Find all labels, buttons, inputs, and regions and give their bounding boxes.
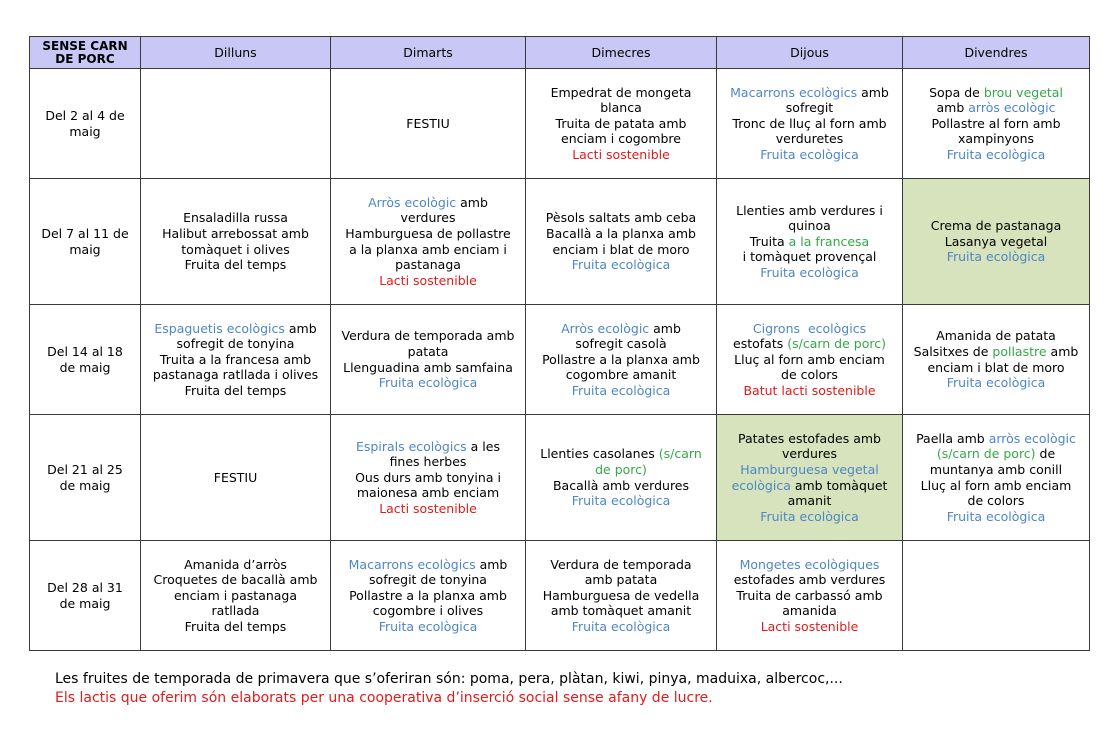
dish-text: tomàquet i olives bbox=[181, 241, 290, 257]
footer-notes bbox=[55, 670, 843, 708]
dish-line bbox=[723, 478, 896, 494]
dish-line bbox=[532, 257, 710, 273]
dish-line bbox=[337, 273, 519, 289]
dish-line bbox=[147, 383, 324, 399]
dish-line bbox=[147, 367, 324, 383]
dish-line bbox=[147, 336, 324, 352]
dish-line bbox=[532, 462, 710, 478]
dish-text: Cigrons ecològics bbox=[752, 320, 867, 336]
dish-text: Lacti sostenible bbox=[379, 500, 477, 516]
dish-line bbox=[337, 242, 519, 258]
menu-cell-friday bbox=[903, 179, 1090, 305]
menu-cell-monday bbox=[141, 541, 331, 651]
week-label: Del 28 al 31 de maig bbox=[30, 541, 141, 651]
dish-line bbox=[723, 265, 896, 281]
dish-text: amb bbox=[857, 84, 889, 100]
dish-line bbox=[147, 352, 324, 368]
dish-text: Fruita ecològica bbox=[378, 618, 478, 634]
dish-line bbox=[909, 509, 1083, 525]
dish-text: FESTIU bbox=[406, 115, 450, 131]
dish-text: amb bbox=[475, 556, 508, 572]
dish-line bbox=[532, 367, 710, 383]
header-row bbox=[30, 37, 1090, 69]
footer-seasonal-fruit: Les fruites de temporada de primavera que s’oferiran són: poma, pera, plàtan, kiwi, pinya, maduixa, albercoc,... bbox=[55, 671, 843, 687]
dish-text: enciam i pastanaga bbox=[173, 587, 298, 603]
footer-dairy-note: Els lactis que oferim són elaborats per una cooperativa d’inserció social sense afany de lucre. bbox=[55, 690, 713, 706]
dish-line bbox=[909, 116, 1083, 132]
dish-text: Lacti sostenible bbox=[760, 618, 859, 634]
dish-text: Croquetes de bacallà amb bbox=[153, 572, 318, 588]
dish-line bbox=[337, 572, 519, 588]
dish-text: Verdura de temporada bbox=[550, 556, 692, 572]
dish-text: Llenties amb verdures i bbox=[736, 202, 883, 218]
dish-text: arròs ecològic bbox=[988, 430, 1076, 446]
dish-line bbox=[147, 470, 324, 486]
dish-text: cogombre i olives bbox=[372, 603, 484, 619]
dish-text: Fruita ecològica bbox=[571, 382, 671, 398]
dish-line bbox=[337, 328, 519, 344]
dish-line bbox=[909, 328, 1083, 344]
menu-cell-monday bbox=[141, 305, 331, 415]
dish-text: Fruita del temps bbox=[184, 382, 287, 398]
dish-line bbox=[723, 462, 896, 478]
dish-text: sofregit casolà bbox=[575, 336, 667, 352]
dish-text: Fruita del temps bbox=[184, 618, 287, 634]
dish-text: sofregit de tonyina bbox=[176, 336, 295, 352]
dish-line bbox=[723, 234, 896, 250]
dish-line bbox=[337, 210, 519, 226]
dish-line bbox=[909, 131, 1083, 147]
week-label: Del 2 al 4 de maig bbox=[30, 69, 141, 179]
dish-text: Patates estofades amb bbox=[738, 430, 881, 446]
dish-text: amb tomàquet amanit bbox=[550, 603, 692, 619]
dish-line bbox=[909, 85, 1083, 101]
dish-text: amb patata bbox=[584, 572, 658, 588]
dish-line bbox=[337, 375, 519, 391]
dish-text: sofregit de tonyina bbox=[369, 572, 487, 588]
dish-line bbox=[532, 446, 710, 462]
dish-text: Arròs ecològic bbox=[368, 194, 457, 210]
dish-line bbox=[909, 360, 1083, 376]
dish-line bbox=[337, 439, 519, 455]
dish-text: Mongetes ecològiques bbox=[739, 556, 880, 572]
dish-text: Espirals ecològics bbox=[356, 438, 467, 454]
dish-line bbox=[723, 493, 896, 509]
dish-text: Hamburguesa de vedella bbox=[542, 587, 700, 603]
dish-text: amanida bbox=[782, 603, 837, 619]
dish-text: Truita de carbassó amb bbox=[736, 587, 883, 603]
corner-label: SENSE CARN DE PORC bbox=[30, 37, 141, 69]
dish-line bbox=[337, 226, 519, 242]
dish-text: Truita a la francesa amb bbox=[159, 351, 312, 367]
week-row bbox=[30, 179, 1090, 305]
dish-text: Ous durs amb tonyina i bbox=[355, 469, 501, 485]
dish-line bbox=[723, 431, 896, 447]
dish-text: verdures bbox=[782, 446, 837, 462]
menu-cell-tuesday bbox=[331, 179, 526, 305]
dish-text: i tomàquet provençal bbox=[742, 249, 877, 265]
menu-cell-tuesday bbox=[331, 415, 526, 541]
dish-text: Fruita ecològica bbox=[946, 508, 1046, 524]
dish-line bbox=[723, 249, 896, 265]
dish-line bbox=[723, 147, 896, 163]
week-row bbox=[30, 415, 1090, 541]
week-row bbox=[30, 541, 1090, 651]
dish-text: Truita de patata amb bbox=[555, 115, 687, 131]
dish-text: Paella amb bbox=[916, 430, 989, 446]
menu-cell-monday bbox=[141, 415, 331, 541]
dish-line bbox=[723, 557, 896, 573]
menu-table bbox=[29, 36, 1090, 651]
dish-line bbox=[723, 619, 896, 635]
dish-text: Halibut arrebossat amb bbox=[162, 225, 309, 241]
menu-cell-tuesday bbox=[331, 69, 526, 179]
dish-text: amb bbox=[1046, 343, 1079, 359]
week-label: Del 7 al 11 de maig bbox=[30, 179, 141, 305]
dish-text: Fruita del temps bbox=[184, 257, 287, 273]
dish-text: ratllada bbox=[211, 603, 260, 619]
dish-text: (s/carn de porc) bbox=[936, 446, 1036, 462]
menu-cell-friday bbox=[903, 541, 1090, 651]
dish-text: Lacti sostenible bbox=[572, 146, 670, 162]
dish-line bbox=[723, 100, 896, 116]
dish-text: Bacallà amb verdures bbox=[552, 477, 690, 493]
dish-line bbox=[147, 572, 324, 588]
dish-line bbox=[723, 85, 896, 101]
dish-line bbox=[723, 603, 896, 619]
dish-text: (s/carn bbox=[658, 446, 702, 462]
dish-line bbox=[337, 619, 519, 635]
dish-line bbox=[723, 203, 896, 219]
dish-line bbox=[723, 572, 896, 588]
dish-text: Fruita ecològica bbox=[571, 493, 671, 509]
dish-text: Pollastre a la planxa amb bbox=[542, 351, 700, 367]
dish-text: blanca bbox=[600, 100, 642, 116]
dish-line bbox=[723, 588, 896, 604]
dish-line bbox=[909, 431, 1083, 447]
dish-line bbox=[909, 493, 1083, 509]
dish-text: de bbox=[1035, 446, 1056, 462]
day-header-monday: Dilluns bbox=[141, 37, 331, 69]
menu-cell-thursday bbox=[717, 305, 903, 415]
dish-text: (s/carn de porc) bbox=[787, 336, 886, 352]
dish-line bbox=[337, 195, 519, 211]
dish-text: Salsitxes de bbox=[913, 343, 993, 359]
dish-text: amb bbox=[456, 194, 488, 210]
dish-text: enciam i blat de moro bbox=[927, 359, 1065, 375]
dish-text: Lluç al forn amb enciam bbox=[920, 477, 1072, 493]
dish-line bbox=[909, 462, 1083, 478]
dish-text: Espaguetis ecològics bbox=[154, 320, 285, 336]
dish-text: estofades amb verdures bbox=[733, 572, 886, 588]
dish-text: maionesa amb enciam bbox=[356, 485, 500, 501]
dish-line bbox=[909, 147, 1083, 163]
dish-text: arròs ecològic bbox=[968, 100, 1056, 116]
dish-text: Verdura de temporada amb bbox=[341, 328, 515, 344]
dish-text: brou vegetal bbox=[983, 84, 1063, 100]
dish-text: amb bbox=[284, 320, 317, 336]
dish-line bbox=[337, 501, 519, 517]
dish-text: de colors bbox=[781, 367, 838, 383]
dish-text: quinoa bbox=[788, 218, 831, 234]
dish-line bbox=[723, 131, 896, 147]
dish-text: ecològica bbox=[731, 477, 791, 493]
dish-text: amanit bbox=[787, 493, 832, 509]
dish-text: Fruita ecològica bbox=[760, 264, 859, 280]
dish-text: Lluç al forn amb enciam bbox=[734, 351, 885, 367]
dish-line bbox=[337, 485, 519, 501]
dish-text: pastanaga bbox=[395, 257, 461, 273]
dish-text: amb tomàquet bbox=[790, 477, 888, 493]
dish-line bbox=[532, 572, 710, 588]
dish-line bbox=[147, 210, 324, 226]
dish-line bbox=[909, 249, 1083, 265]
dish-line bbox=[723, 321, 896, 337]
day-header-tuesday: Dimarts bbox=[331, 37, 526, 69]
dish-text: xampinyons bbox=[957, 131, 1035, 147]
menu-cell-thursday bbox=[717, 69, 903, 179]
dish-text: de porc) bbox=[595, 461, 647, 477]
dish-line bbox=[337, 603, 519, 619]
dish-line bbox=[532, 383, 710, 399]
dish-text: Amanida de patata bbox=[936, 328, 1056, 344]
menu-cell-thursday bbox=[717, 179, 903, 305]
dish-line bbox=[532, 242, 710, 258]
dish-text: Lasanya vegetal bbox=[944, 233, 1048, 249]
menu-cell-friday bbox=[903, 69, 1090, 179]
dish-text: a la planxa amb enciam i bbox=[349, 241, 507, 257]
dish-text: amb bbox=[936, 100, 969, 116]
week-row bbox=[30, 69, 1090, 179]
dish-text: sofregit bbox=[785, 100, 834, 116]
menu-cell-wednesday bbox=[526, 69, 717, 179]
dish-line bbox=[337, 116, 519, 132]
dish-line bbox=[532, 116, 710, 132]
dish-text: Tronc de lluç al forn amb bbox=[732, 115, 887, 131]
dish-text: Fruita ecològica bbox=[946, 249, 1046, 265]
dish-line bbox=[532, 321, 710, 337]
dish-line bbox=[532, 352, 710, 368]
dish-text: Llenguadina amb samfaina bbox=[343, 359, 513, 375]
menu-cell-monday bbox=[141, 179, 331, 305]
menu-cell-wednesday bbox=[526, 541, 717, 651]
dish-text: enciam i blat de moro bbox=[552, 241, 690, 257]
dish-line bbox=[147, 321, 324, 337]
dish-text: estofats bbox=[733, 336, 788, 352]
dish-text: Llenties casolanes bbox=[540, 446, 659, 462]
menu-cell-friday bbox=[903, 305, 1090, 415]
dish-line bbox=[723, 367, 896, 383]
menu-cell-friday bbox=[903, 415, 1090, 541]
menu-cell-thursday bbox=[717, 415, 903, 541]
dish-line bbox=[337, 344, 519, 360]
dish-text: de colors bbox=[967, 493, 1025, 509]
dish-text: cogombre amanit bbox=[565, 367, 677, 383]
dish-line bbox=[532, 100, 710, 116]
dish-text: Amanida d’arròs bbox=[184, 556, 287, 572]
dish-text: Fruita ecològica bbox=[571, 618, 671, 634]
dish-line bbox=[532, 588, 710, 604]
dish-line bbox=[532, 226, 710, 242]
dish-line bbox=[532, 603, 710, 619]
dish-text: Fruita ecològica bbox=[946, 375, 1046, 391]
dish-line bbox=[532, 85, 710, 101]
menu-cell-tuesday bbox=[331, 541, 526, 651]
dish-text: amb bbox=[649, 320, 681, 336]
dish-line bbox=[337, 360, 519, 376]
dish-line bbox=[723, 336, 896, 352]
week-label: Del 14 al 18 de maig bbox=[30, 305, 141, 415]
day-header-friday: Divendres bbox=[903, 37, 1090, 69]
dish-text: patata bbox=[407, 343, 449, 359]
dish-text: Hamburguesa de pollastre bbox=[345, 225, 511, 241]
dish-line bbox=[147, 257, 324, 273]
dish-line bbox=[532, 210, 710, 226]
dish-line bbox=[147, 603, 324, 619]
dish-text: a la francesa bbox=[788, 233, 870, 249]
dish-line bbox=[909, 234, 1083, 250]
dish-line bbox=[532, 478, 710, 494]
dish-line bbox=[337, 470, 519, 486]
dish-line bbox=[723, 509, 896, 525]
day-header-wednesday: Dimecres bbox=[526, 37, 717, 69]
dish-text: Fruita ecològica bbox=[378, 375, 478, 391]
dish-text: Pèsols saltats amb ceba bbox=[545, 210, 697, 226]
dish-text: Macarrons ecològics bbox=[348, 556, 476, 572]
dish-text: Crema de pastanaga bbox=[930, 218, 1062, 234]
dish-line bbox=[909, 344, 1083, 360]
dish-text: muntanya amb conill bbox=[929, 461, 1063, 477]
dish-text: a les bbox=[466, 438, 500, 454]
dish-line bbox=[723, 446, 896, 462]
dish-text: verdures bbox=[400, 210, 456, 226]
dish-text: Fruita ecològica bbox=[760, 146, 859, 162]
dish-text: verduretes bbox=[775, 131, 844, 147]
week-label: Del 21 al 25 de maig bbox=[30, 415, 141, 541]
dish-text: Sopa de bbox=[929, 84, 984, 100]
menu-cell-wednesday bbox=[526, 415, 717, 541]
dish-text: Hamburguesa vegetal bbox=[740, 461, 879, 477]
dish-line bbox=[532, 619, 710, 635]
dish-text: Arròs ecològic bbox=[561, 320, 650, 336]
dish-line bbox=[337, 454, 519, 470]
dish-line bbox=[723, 116, 896, 132]
dish-line bbox=[909, 375, 1083, 391]
dish-line bbox=[147, 242, 324, 258]
menu-body bbox=[30, 69, 1090, 651]
dish-text: Empedrat de mongeta bbox=[550, 84, 692, 100]
dish-text: pollastre bbox=[992, 343, 1047, 359]
dish-text: Pollastre a la planxa amb bbox=[349, 587, 507, 603]
dish-line bbox=[532, 336, 710, 352]
dish-line bbox=[723, 383, 896, 399]
dish-line bbox=[909, 446, 1083, 462]
dish-line bbox=[723, 218, 896, 234]
dish-line bbox=[147, 619, 324, 635]
menu-cell-tuesday bbox=[331, 305, 526, 415]
dish-text: Ensaladilla russa bbox=[183, 210, 288, 226]
dish-text: fines herbes bbox=[389, 454, 467, 470]
day-header-thursday: Dijous bbox=[717, 37, 903, 69]
dish-line bbox=[723, 352, 896, 368]
dish-line bbox=[147, 226, 324, 242]
dish-text: Batut lacti sostenible bbox=[743, 382, 876, 398]
dish-line bbox=[532, 131, 710, 147]
dish-line bbox=[909, 218, 1083, 234]
week-row bbox=[30, 305, 1090, 415]
dish-text: Lacti sostenible bbox=[379, 272, 477, 288]
dish-line bbox=[909, 100, 1083, 116]
dish-line bbox=[337, 257, 519, 273]
dish-text: Bacallà a la planxa amb bbox=[546, 225, 696, 241]
dish-text: Pollastre al forn amb bbox=[931, 115, 1061, 131]
dish-line bbox=[909, 478, 1083, 494]
dish-line bbox=[532, 147, 710, 163]
dish-line bbox=[147, 557, 324, 573]
dish-line bbox=[532, 493, 710, 509]
menu-cell-thursday bbox=[717, 541, 903, 651]
menu-cell-wednesday bbox=[526, 179, 717, 305]
dish-text: Truita bbox=[749, 233, 789, 249]
dish-text: pastanaga ratllada i olives bbox=[152, 367, 319, 383]
dish-text: Fruita ecològica bbox=[571, 257, 671, 273]
menu-cell-monday bbox=[141, 69, 331, 179]
dish-line bbox=[532, 557, 710, 573]
dish-line bbox=[337, 557, 519, 573]
dish-line bbox=[337, 588, 519, 604]
dish-text: Fruita ecològica bbox=[946, 146, 1046, 162]
dish-text: enciam i cogombre bbox=[561, 131, 681, 147]
menu-cell-wednesday bbox=[526, 305, 717, 415]
dish-line bbox=[147, 588, 324, 604]
dish-text: FESTIU bbox=[213, 469, 258, 485]
dish-text: Macarrons ecològics bbox=[730, 84, 858, 100]
dish-text: Fruita ecològica bbox=[760, 508, 859, 524]
